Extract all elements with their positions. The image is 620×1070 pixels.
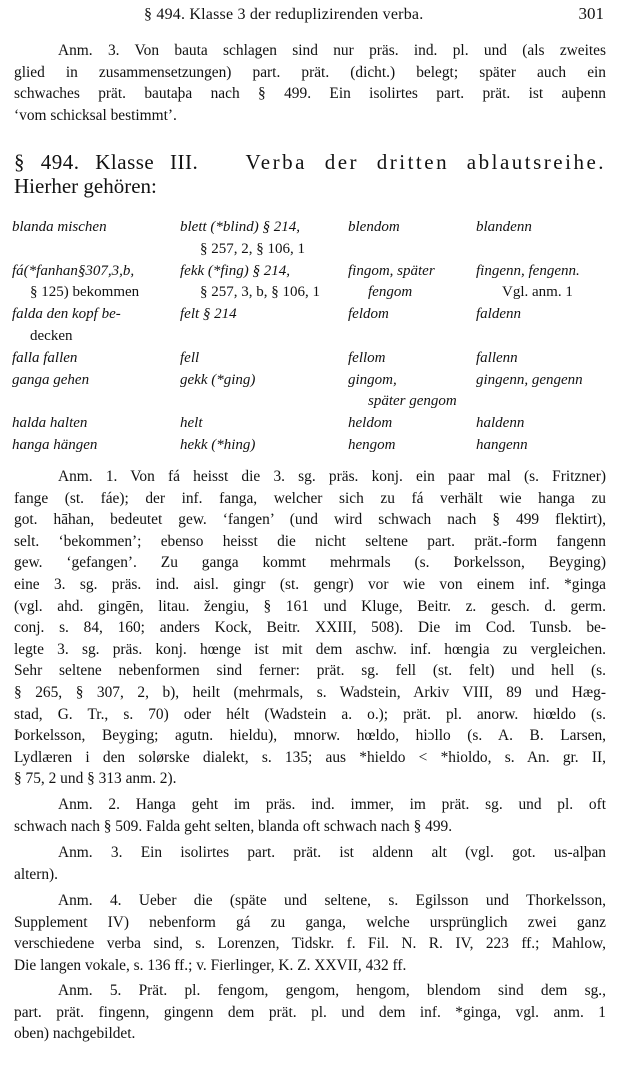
table-row [12,391,612,413]
table-row [12,239,612,261]
note-anm5 [14,980,606,1045]
note-line: Þorkelsson, Beyging; agutn. hieldu), mnorw. hœldo, hiɔllo (s. A. B. Larsen, [14,727,606,745]
verb-infinitive: falda den kopf be- [12,306,121,323]
running-head-title: § 494. Klasse 3 der reduplizirenden verba. [144,6,424,23]
note-line: verschiedene verba sind, s. Lorenzen, Tidskr. f. Fil. N. R. IV, 223 ff.; Mahlow, [14,935,606,953]
note-line: Anm. 1. Von fá heisst die 3. sg. präs. konj. ein paar mal (s. Fritzner) [58,468,606,485]
note-line: stad, G. Tr., s. 70) oder hélt (Wadstein a. o.); prät. pl. anorw. hiœldo (s. [14,705,606,723]
verb-participle: fingenn, fengenn. [476,262,580,279]
note-line: Anm. 5. Prät. pl. fengom, gengom, hengom, blendom sind dem sg., [58,982,606,999]
table-row [12,435,612,457]
note-line: oben) nachgebildet. [14,1025,136,1043]
verb-participle: haldenn [476,415,525,432]
verb-pret-sg: § 257, 2, § 106, 1 [200,240,305,257]
verb-infinitive: falla fallen [12,349,78,366]
note-line: fange (st. fáe); der inf. fanga, welcher sich zu fá verhält wie hanga zu [14,489,606,507]
note-anm4 [14,890,606,976]
section-subheading: Hierher gehören: [14,174,157,198]
table-row [12,282,612,304]
section-number: § 494. Klasse III. [14,150,199,174]
note-line: legte 3. sg. präs. konj. hœnge ist mit dem aschw. inf. hœngia zu vergleichen. [14,640,606,658]
note-anm1 [14,466,606,790]
verb-pret-pl: fingom, später [348,262,435,279]
note-line: § 75, 2 und § 313 anm. 2). [14,770,177,788]
verb-pret-pl: heldom [348,415,393,432]
table-row [12,261,612,283]
page-number: 301 [578,4,604,23]
verb-participle: faldenn [476,306,521,323]
verb-table [12,217,612,457]
note-line: eine 3. sg. präs. ind. aisl. gingr (st. gengr) vor wie von einem inf. *ginga [14,575,606,593]
verb-pret-sg: helt [180,415,203,432]
verb-infinitive: hanga hängen [12,436,98,453]
note-line: Supplement IV) nebenform gá zu ganga, welche ursprünglich zwei ganz [14,913,606,931]
verb-infinitive: blanda mischen [12,219,107,235]
verb-pret-pl: hengom [348,436,396,453]
verb-infinitive: decken [30,327,73,344]
verb-infinitive: ganga gehen [12,371,90,388]
note-line: schwaches prät. bautaþa nach § 499. Ein isolirtes part. prät. ist auþenn [14,85,606,103]
note-line: Sehr seltene nebenformen sind ferner: prät. sg. fell (st. felt) und hell (s. [14,662,606,680]
note-line: got. hāhan, bedeutet gew. ‘fangen’ (und wird schwach nach § 499 flektirt), [14,511,606,529]
note-line: conj. s. 84, 160; anders Kock, Beitr. XXIII, 508). Die im Cod. Tunsb. be- [14,619,606,637]
note-line: altern). [14,865,59,883]
table-row [12,326,612,348]
note-line: Anm. 3. Von bauta schlagen sind nur präs. ind. pl. und (als zweites [58,42,606,59]
note-anm2 [14,794,606,837]
note-line: gew. ‘gefangen’. Zu ganga kommt mehrmals (s. Þorkelsson, Beyging) [14,554,606,572]
verb-infinitive: fá(*fanhan§307,3,b, [12,262,135,279]
verb-pret-pl: fellom [348,349,386,366]
note-line: Lydlæren i den solørske dialekt, s. 135; aus *hieldo < *hioldo, s. An. gr. II, [14,748,606,766]
note-line: glied in zusammensetzungen) part. prät. (dicht.) belegt; später auch ein [14,63,606,81]
verb-pret-pl: blendom [348,219,400,235]
note-line: ‘vom schicksal bestimmt’. [14,106,177,124]
verb-pret-sg: gekk (*ging) [180,371,256,388]
verb-participle: fallenn [476,349,518,366]
note-line: § 265, § 307, 2, b), heilt (mehrmals, s. Wadstein, Arkiv VIII, 89 und Hæg- [14,683,606,701]
verb-participle: blandenn [476,219,532,235]
verb-infinitive: halda halten [12,415,88,432]
note-line: Anm. 2. Hanga geht im präs. ind. immer, im prät. sg. und pl. oft [58,796,606,813]
note-line: Die langen vokale, s. 136 ff.; v. Fierlinger, K. Z. XXVII, 432 ff. [14,956,407,974]
verb-pret-sg: blett (*blind) § 214, [180,219,300,235]
note-line: selt. ‘bekommen’; ebenso heisst die nicht seltene part. prät.-form fangenn [14,532,606,550]
verb-participle: gingenn, gengenn [476,371,583,388]
note-anm3 [14,842,606,885]
table-row [12,370,612,392]
note-line: Anm. 3. Ein isolirtes part. prät. ist aldenn alt (vgl. got. us-alþan [58,844,606,861]
verb-infinitive: § 125) bekommen [30,284,140,301]
note-anm3-bauta [14,40,606,126]
verb-pret-sg: fell [180,349,200,366]
verb-pret-pl: fengom [368,284,413,301]
verb-participle: hangenn [476,436,528,453]
verb-participle-note: Vgl. anm. 1 [502,284,573,301]
verb-pret-pl: später gengom [368,393,457,410]
note-line: schwach nach § 509. Falda geht selten, blanda oft schwach nach § 499. [14,817,453,835]
table-row [12,217,612,239]
note-line: part. prät. fingenn, gingenn dem prät. pl. und dem inf. *ginga, vgl. anm. 1 [14,1003,606,1021]
verb-pret-sg: hekk (*hing) [180,436,256,453]
verb-pret-sg: fekk (*fing) § 214, [180,262,290,279]
verb-pret-sg: felt § 214 [180,306,237,323]
running-head [0,4,620,28]
note-line: (vgl. ahd. gingēn, litau. žengiu, § 161 und Kluge, Beitr. z. gesch. d. germ. [14,597,606,615]
table-row [12,348,612,370]
table-row [12,413,612,435]
section-heading-line [14,150,606,174]
note-line: Anm. 4. Ueber die (späte und seltene, s. Egilsson und Thorkelsson, [58,892,606,909]
verb-pret-pl: gingom, [348,371,397,388]
verb-pret-sg: § 257, 3, b, § 106, 1 [200,284,320,301]
section-title: Verba der dritten ablautsreihe. [245,150,607,174]
verb-pret-pl: feldom [348,306,389,323]
table-row [12,304,612,326]
section-heading [14,150,606,198]
